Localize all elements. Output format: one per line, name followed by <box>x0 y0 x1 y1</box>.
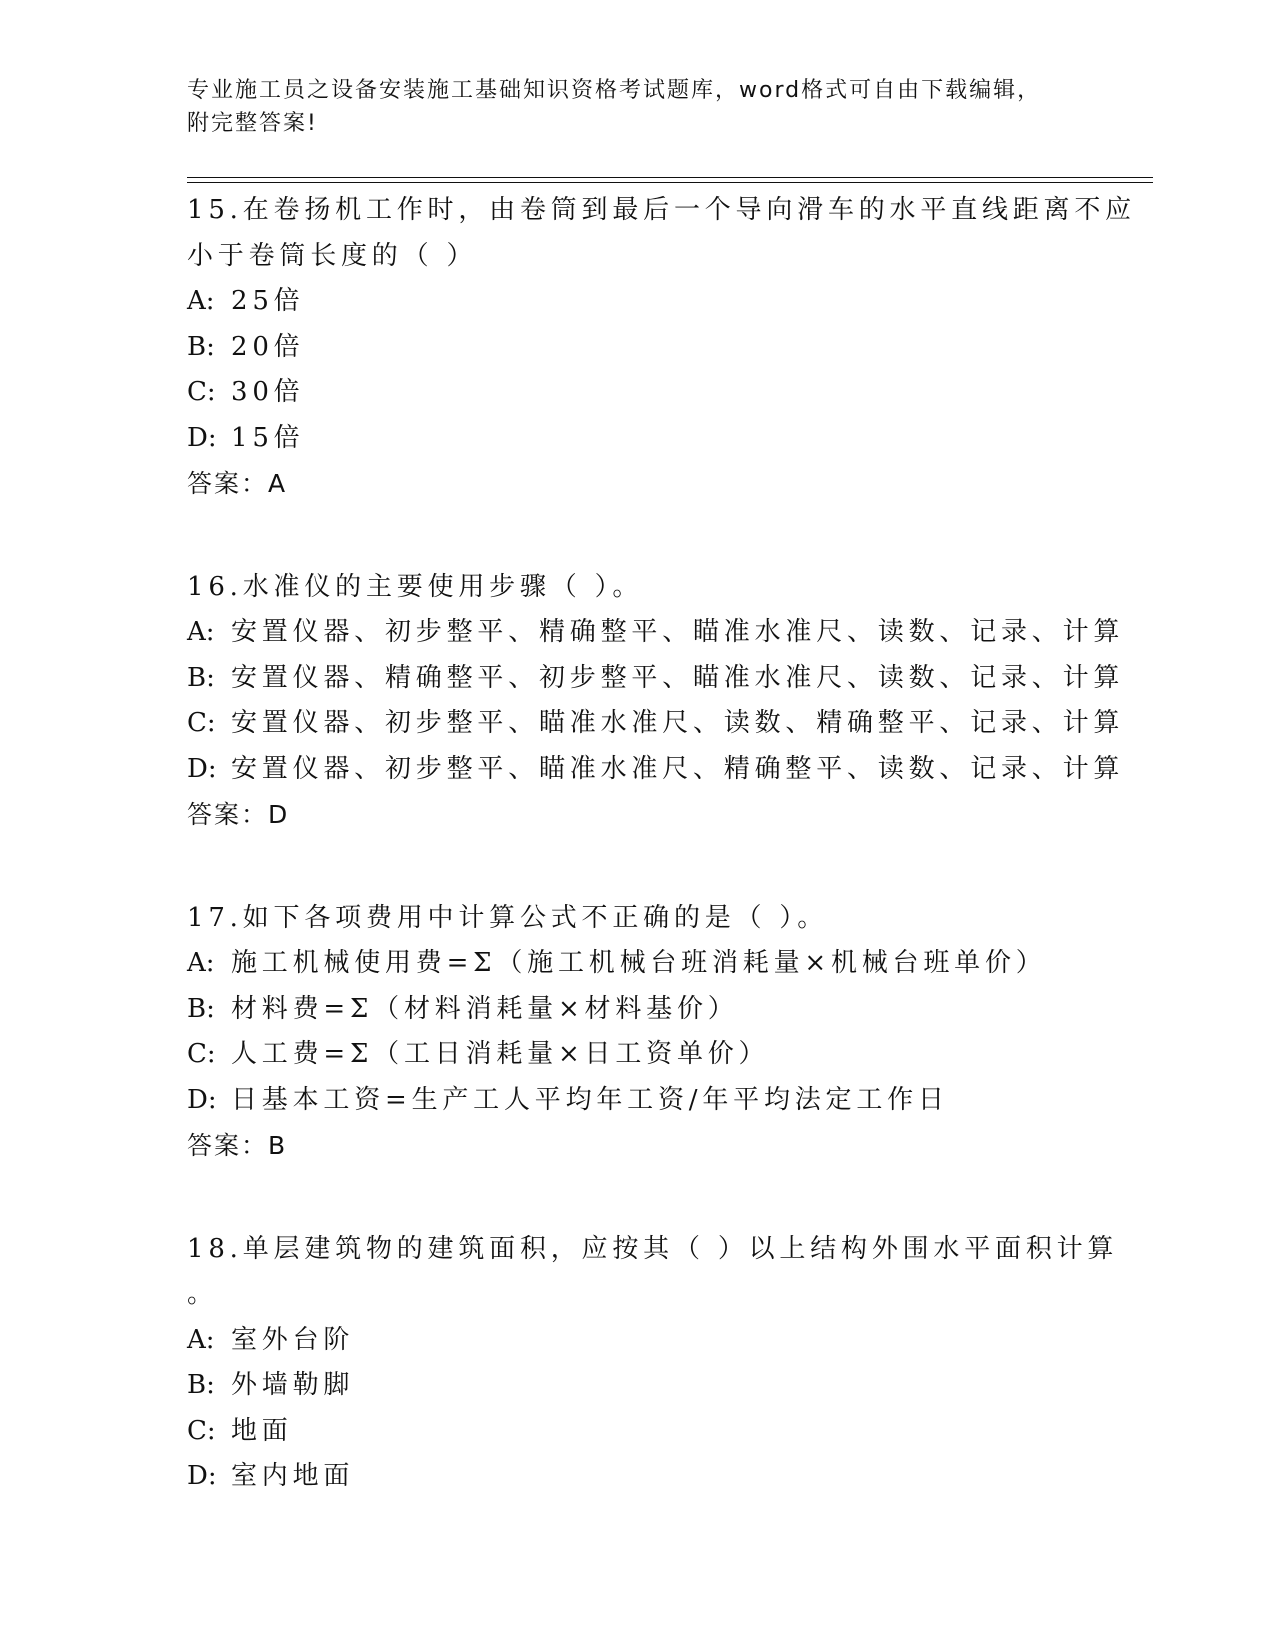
option-text: 15倍 <box>231 422 305 453</box>
option-letter: C: <box>187 1415 216 1446</box>
header-divider-bottom <box>187 182 1153 183</box>
header-divider-top <box>187 177 1153 178</box>
option-text: 室外台阶 <box>231 1324 355 1355</box>
document-header <box>187 74 1057 140</box>
answer-label: 答案：A <box>187 469 288 498</box>
option-letter: D: <box>187 422 217 453</box>
question-stem-continued: 。 <box>187 1279 218 1309</box>
option-c <box>187 701 1137 747</box>
option-d <box>187 1078 1137 1124</box>
option-text: 25倍 <box>231 286 305 316</box>
option-letter: B: <box>187 331 215 362</box>
header-line-1: 专业施工员之设备安装施工基础知识资格考试题库，word格式可自由下载编辑， <box>187 78 1042 103</box>
option-d <box>187 1454 1137 1500</box>
option-d <box>187 416 1137 462</box>
option-letter: D: <box>187 753 217 784</box>
option-a <box>187 279 1137 325</box>
question-16 <box>187 565 1137 838</box>
question-list <box>187 188 1137 1558</box>
option-c <box>187 370 1137 416</box>
option-letter: D: <box>187 1084 217 1115</box>
question-stem-continued: 小于卷筒长度的（ ） <box>187 240 478 271</box>
option-text: 地面 <box>231 1415 293 1446</box>
option-letter: A: <box>187 1324 215 1355</box>
option-d <box>187 747 1137 793</box>
option-letter: C: <box>187 1039 216 1069</box>
answer-label: 答案：D <box>187 800 290 829</box>
option-b <box>187 325 1137 371</box>
option-b <box>187 987 1137 1033</box>
option-text: 外墙勒脚 <box>231 1370 355 1400</box>
option-a <box>187 941 1137 987</box>
option-text: 室内地面 <box>231 1461 355 1491</box>
header-line-2: 附完整答案! <box>187 111 318 136</box>
question-17 <box>187 896 1137 1169</box>
option-letter: B: <box>187 662 215 693</box>
option-text: 安置仪器、初步整平、精确整平、瞄准水准尺、读数、记录、计算 <box>231 617 1125 647</box>
question-stem: 16.水准仪的主要使用步骤（ ）。 <box>187 571 644 602</box>
option-c <box>187 1032 1137 1078</box>
option-a <box>187 1318 1137 1364</box>
option-text: 安置仪器、初步整平、瞄准水准尺、读数、精确整平、记录、计算 <box>231 708 1125 738</box>
option-letter: A: <box>187 286 215 316</box>
question-stem: 15.在卷扬机工作时，由卷筒到最后一个导向滑车的水平直线距离不应 <box>187 195 1136 225</box>
option-text: 安置仪器、初步整平、瞄准水准尺、精确整平、读数、记录、计算 <box>231 753 1125 784</box>
option-letter: A: <box>187 948 215 978</box>
question-stem: 17.如下各项费用中计算公式不正确的是（ ）。 <box>187 902 829 933</box>
option-letter: B: <box>187 993 215 1024</box>
option-text: 日基本工资=生产工人平均年工资/年平均法定工作日 <box>231 1084 949 1115</box>
option-letter: C: <box>187 377 216 407</box>
option-b <box>187 1363 1137 1409</box>
option-text: 施工机械使用费=Σ（施工机械台班消耗量×机械台班单价） <box>231 948 1047 978</box>
question-18 <box>187 1227 1137 1500</box>
option-text: 30倍 <box>231 377 305 407</box>
option-letter: B: <box>187 1370 215 1400</box>
option-c <box>187 1409 1137 1455</box>
question-stem: 18.单层建筑物的建筑面积，应按其（ ）以上结构外围水平面积计算 <box>187 1233 1119 1264</box>
option-b <box>187 656 1137 702</box>
option-text: 材料费=Σ（材料消耗量×材料基价） <box>231 993 739 1024</box>
option-a <box>187 610 1137 656</box>
question-15 <box>187 188 1137 507</box>
option-text: 20倍 <box>231 331 305 362</box>
option-letter: C: <box>187 708 216 738</box>
option-text: 人工费=Σ（工日消耗量×日工资单价） <box>231 1039 770 1069</box>
option-letter: A: <box>187 617 215 647</box>
option-letter: D: <box>187 1461 217 1491</box>
answer-label: 答案：B <box>187 1131 288 1160</box>
option-text: 安置仪器、精确整平、初步整平、瞄准水准尺、读数、记录、计算 <box>231 662 1125 693</box>
